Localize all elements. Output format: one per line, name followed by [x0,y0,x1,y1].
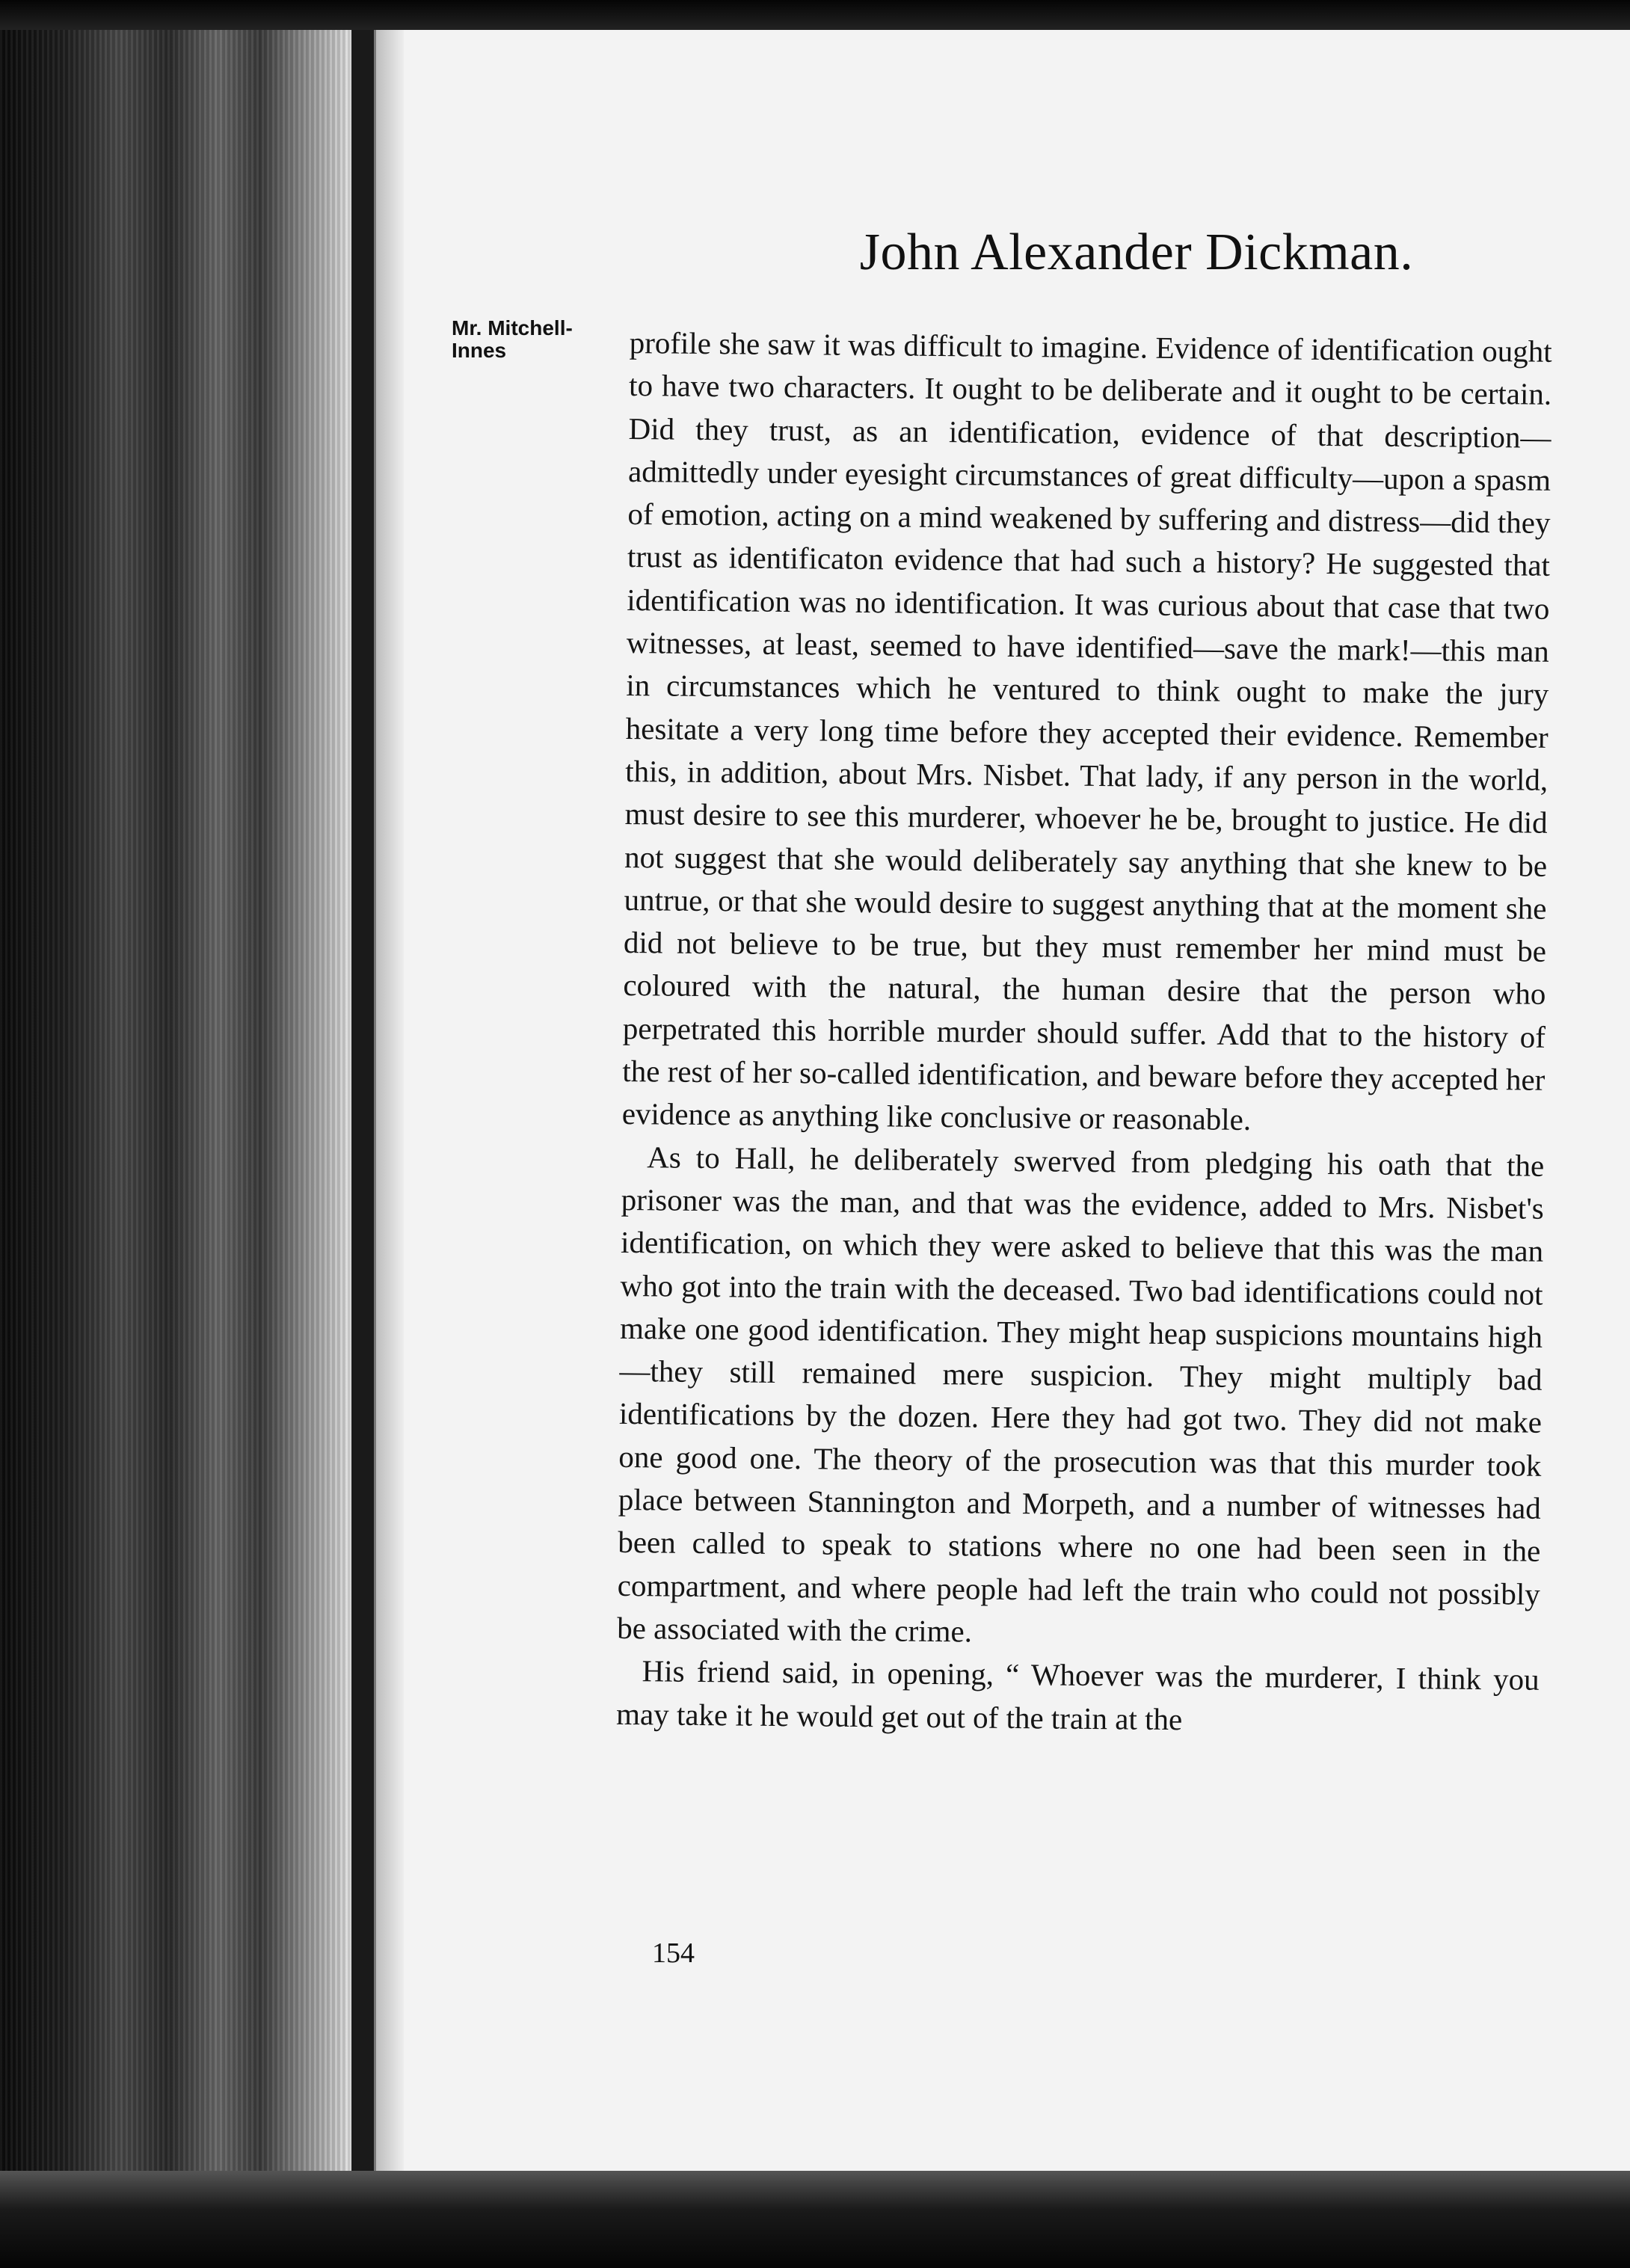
speaker-sidenote: Mr. Mitchell-Innes [452,316,573,362]
paragraph: His friend said, in opening, “ Whoever was the murderer, I think you may take it he would get out of the train at the [615,1653,1540,1736]
page-number: 154 [652,1937,695,1969]
paragraph: As to Hall, he deliberately swerved from pledging his oath that the prisoner was the man, and that was the evidence, added to Mrs. Nisbet's identification, on which they were asked to believe that this was the man who got into the train with the deceased. Two bad identifications could not make one good identification. They might heap suspicions mountains high—they still remained mere suspicion. They might multiply bad identifications by the dozen. Here they had got two. They did not make one good one. The theory of the prosecution was that this murder took place between Stannington and Morpeth, and a number of witnesses had been called to speak to stations where no one had been seen in the compartment, and where people had left the train who could not possibly be associated with the crime. [617,1139,1545,1649]
body-text [616,322,1552,1745]
running-head: John Alexander Dickman. [859,224,1414,281]
top-shadow [0,0,1630,30]
paragraph: profile she saw it was difficult to imagine. Evidence of identification ought to have two characters. It ought to be deliberate and it ought to be certain. Did they trust, as an identification, evidence of that description—admittedly under eyesight circumstances of great difficulty—upon a spasm of emotion, acting on a mind weakened by suffering and distress—did they trust as identificaton evidence that had such a history? He suggested that identification was no identification. It was curious about that case that two witnesses, at least, seemed to have identified—save the mark!—this man in circumstances which he ventured to think ought to make the jury hesitate a very long time before they accepted their evidence. Remember this, in addition, about Mrs. Nisbet. That lady, if any person in the world, must desire to see this murderer, whoever he be, brought to justice. He did not suggest that she would deliberately say anything that she knew to be untrue, or that she would desire to suggest anything that at the moment she did not believe to be true, but they must remember her mind must be coloured with the natural, the human desire that the person who perpetrated this horrible murder should suffer. Add that to the history of the rest of her so-called identification, and beware before they accepted her evidence as anything like conclusive or reasonable. [621,325,1552,1137]
bottom-shadow [0,2171,1630,2268]
book-binding [0,0,351,2268]
